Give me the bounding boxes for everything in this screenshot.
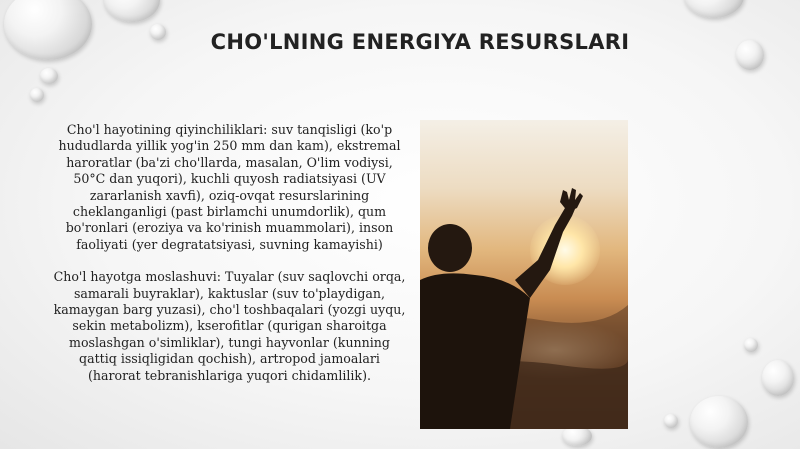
adaptations-paragraph: Cho'l hayotga moslashuvi: Tuyalar (suv saqlovchi orqa, samarali buyraklar), kaktuslar (suv to'playdigan, kamaygan barg yuzasi), cho'l toshbaqalari (yozgi uyqu, sekin metabolizm), kserofitlar (qurigan sharoitga moslashgan o'simliklar), tungi hayvonlar (kunning qattiq issiqligidan qochish), artropod jamoalari (harorat tebranishlariga yuqori chidamlilik). bbox=[53, 269, 406, 383]
water-drop-decoration bbox=[664, 414, 678, 428]
water-drop-decoration bbox=[40, 68, 58, 84]
water-drop-decoration bbox=[690, 396, 748, 448]
water-drop-decoration bbox=[104, 0, 160, 22]
water-drop-decoration bbox=[30, 88, 44, 102]
desert-sunset-photo bbox=[420, 120, 628, 429]
water-drop-decoration bbox=[562, 426, 592, 446]
challenges-paragraph: Cho'l hayotining qiyinchiliklari: suv tanqisligi (ko'p hududlarda yillik yog'in 250 mm dan kam), ekstremal haroratlar (ba'zi cho'llarda, masalan, O'lim vodiysi, 50°C dan yuqori), kuchli quyosh radiatsiyasi (UV zararlanish xavfi), oziq-ovqat resurslarining cheklanganligi (past birlamchi unumdorlik), qum bo'ronlari (eroziya va ko'rinish muammolari), inson faoliyati (yer degratatsiyasi, suvning kamayishi) bbox=[58, 122, 401, 252]
water-drop-decoration bbox=[4, 0, 92, 60]
water-drop-decoration bbox=[744, 338, 758, 352]
water-drop-decoration bbox=[762, 360, 794, 396]
slide-body-text bbox=[52, 122, 407, 400]
water-drop-decoration bbox=[736, 40, 764, 70]
water-drop-decoration bbox=[684, 0, 744, 18]
slide-title: CHO'LNING ENERGIYA RESURSLARI bbox=[210, 30, 630, 54]
person-silhouette bbox=[420, 120, 628, 429]
